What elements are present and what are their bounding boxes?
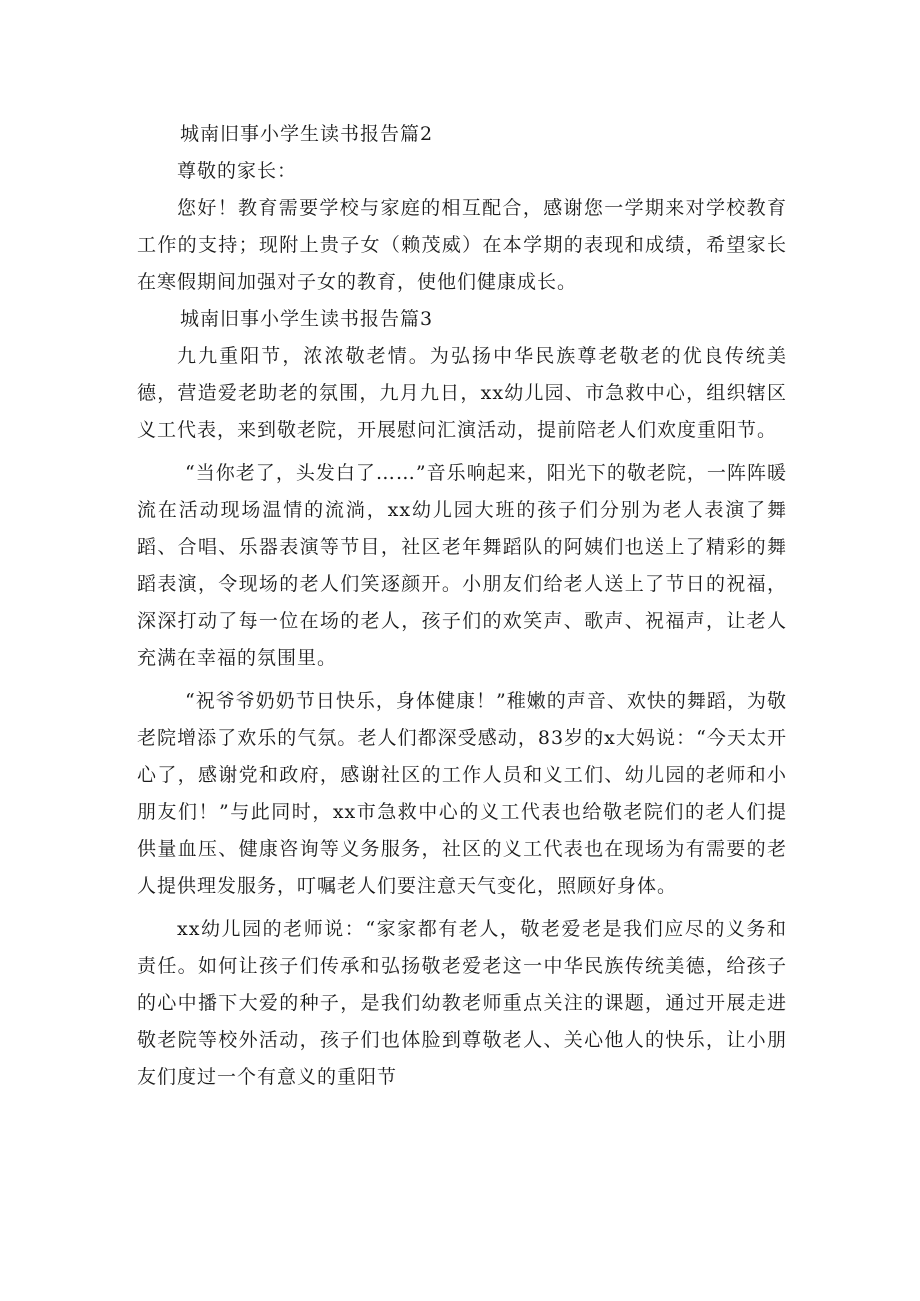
section-3-paragraph-2: “当你老了，头发白了……”音乐响起来，阳光下的敬老院，一阵阵暖流在活动现场温情的流淌，xx幼儿园大班的孩子们分别为老人表演了舞蹈、合唱、乐器表演等节目，社区老年舞蹈队的阿姨们也送上了精彩的舞蹈表演，令现场的老人们笑逐颜开。小朋友们给老人送上了节日的祝福，深深打动了每一位在场的老人，孩子们的欢笑声、歌声、祝福声，让老人充满在幸福的氛围里。 <box>137 462 787 669</box>
section-3-paragraph-1: 九九重阳节，浓浓敬老情。为弘扬中华民族尊老敬老的优良传统美德，营造爱老助老的氛围，九月九日，xx幼儿园、市急救中心，组织辖区义工代表，来到敬老院，开展慰问汇演活动，提前陪老人们欢度重阳节。 <box>137 345 787 441</box>
salutation: 尊敬的家长： <box>177 160 298 182</box>
section-3-paragraph-3: “祝爷爷奶奶节日快乐，身体健康！”稚嫩的声音、欢快的舞蹈，为敬老院增添了欢乐的气氛。老人们都深受感动，83岁的x大妈说：“今天太开心了，感谢党和政府，感谢社区的工作人员和义工们、幼儿园的老师和小朋友们！”与此同时，xx市急救中心的义工代表也给敬老院们的老人们提供量血压、健康咨询等义务服务，社区的义工代表也在现场为有需要的老人提供理发服务，叮嘱老人们要注意天气变化，照顾好身体。 <box>137 690 787 897</box>
section-2-body: 您好！教育需要学校与家庭的相互配合，感谢您一学期来对学校教育工作的支持；现附上贵子女（赖茂威）在本学期的表现和成绩，希望家长在寒假期间加强对子女的教育，使他们健康成长。 <box>137 197 787 293</box>
section-3-paragraph-4: xx幼儿园的老师说：“家家都有老人，敬老爱老是我们应尽的义务和责任。如何让孩子们传承和弘扬敬老爱老这一中华民族传统美德，给孩子的心中播下大爱的种子，是我们幼教老师重点关注的课题，通过开展走进敬老院等校外活动，孩子们也体脸到尊敬老人、关心他人的快乐，让小朋友们度过一个有意义的重阳节 <box>137 918 787 1088</box>
section-3-title: 城南旧事小学生读书报告篇3 <box>180 308 434 330</box>
document-content <box>137 116 787 1096</box>
section-2-title: 城南旧事小学生读书报告篇2 <box>180 123 434 145</box>
